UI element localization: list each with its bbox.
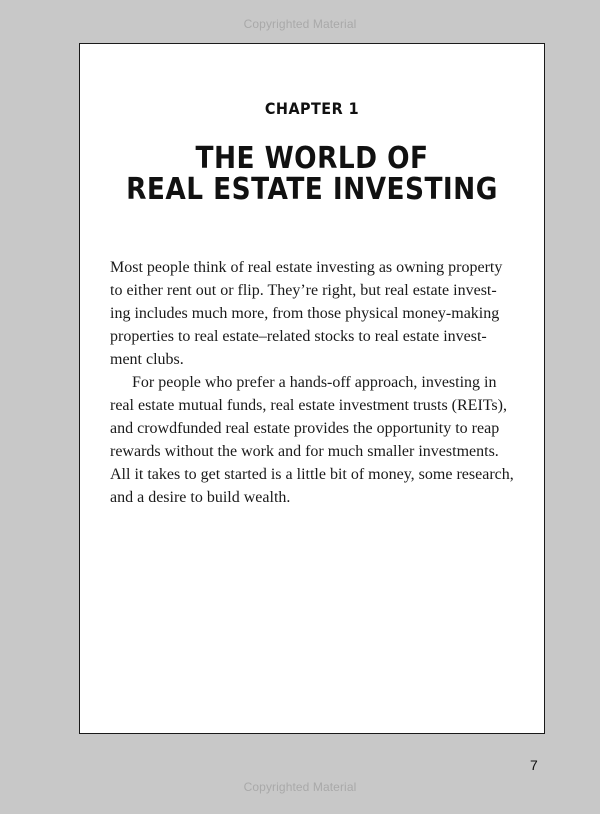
- body-line: For people who prefer a hands-off approach, investing in: [132, 374, 497, 391]
- body-line: real estate mutual funds, real estate investment trusts (REITs),: [110, 397, 507, 414]
- chapter-title-line: REAL ESTATE INVESTING: [126, 172, 498, 207]
- body-line: ing includes much more, from those physical money-making: [110, 305, 500, 322]
- chapter-title-line: THE WORLD OF: [195, 141, 429, 176]
- page-number: 7: [530, 757, 538, 773]
- body-line: to either rent out or flip. They’re right, but real estate invest-: [110, 282, 497, 299]
- book-page: [79, 43, 545, 734]
- body-line: All it takes to get started is a little bit of money, some research,: [110, 466, 514, 483]
- body-line: rewards without the work and for much smaller investments.: [110, 443, 499, 460]
- body-line: and crowdfunded real estate provides the opportunity to reap: [110, 420, 500, 437]
- chapter-title: [108, 143, 516, 205]
- chapter-label: CHAPTER 1: [264, 99, 360, 118]
- body-line: properties to real estate–related stocks to real estate invest-: [110, 328, 487, 345]
- body-line: ment clubs.: [110, 351, 184, 368]
- body-line: Most people think of real estate investing as owning property: [110, 259, 503, 276]
- watermark-bottom: Copyrighted Material: [243, 780, 357, 794]
- body-line: and a desire to build wealth.: [110, 489, 291, 506]
- watermark-top: Copyrighted Material: [243, 17, 357, 31]
- body-text: [110, 256, 522, 509]
